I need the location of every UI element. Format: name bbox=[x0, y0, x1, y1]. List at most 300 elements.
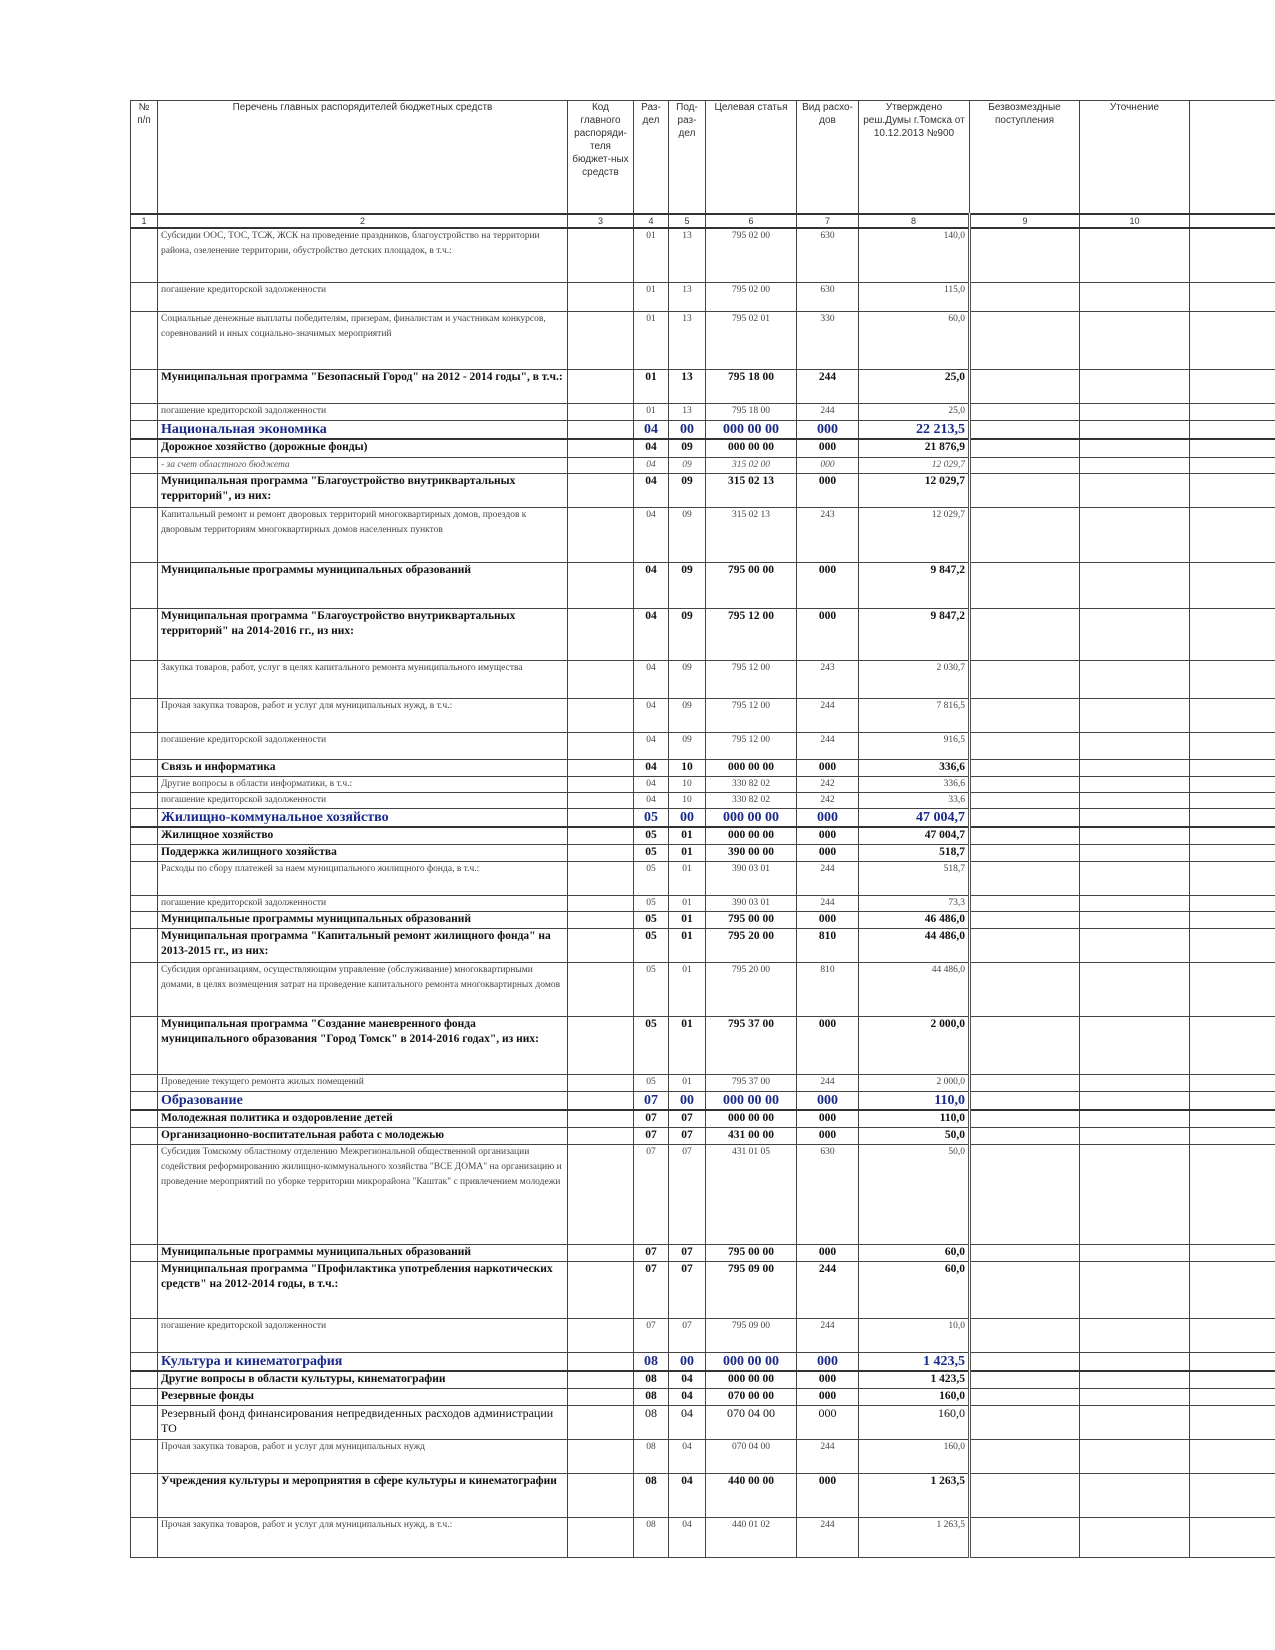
row-name: Субсидии ООС, ТОС, ТСЖ, ЖСК на проведение праздников, благоустройство на территории района, озеленение территории, обустройство детских площадок, в т.ч.: bbox=[158, 228, 568, 282]
row-podrazdel: 01 bbox=[669, 928, 706, 962]
row-celevaya: 795 12 00 bbox=[706, 698, 797, 732]
row-vid: 810 bbox=[797, 928, 859, 962]
row-celevaya: 795 37 00 bbox=[706, 1016, 797, 1074]
row-utochn bbox=[1080, 1371, 1190, 1388]
table-row bbox=[131, 1352, 1275, 1371]
row-podrazdel: 00 bbox=[669, 1352, 706, 1371]
row-code bbox=[568, 844, 634, 861]
row-extra bbox=[1190, 792, 1275, 808]
row-razdel: 05 bbox=[634, 1016, 669, 1074]
row-name: Муниципальные программы муниципальных образований bbox=[158, 911, 568, 928]
row-code bbox=[568, 1439, 634, 1473]
row-extra bbox=[1190, 1352, 1275, 1371]
row-razdel: 08 bbox=[634, 1439, 669, 1473]
row-vid: 244 bbox=[797, 861, 859, 895]
row-podrazdel: 07 bbox=[669, 1261, 706, 1318]
row-extra bbox=[1190, 282, 1275, 311]
row-number-cell bbox=[131, 928, 158, 962]
row-name: Муниципальная программа "Профилактика употребления наркотических средств" на 2012-2014 годы, в т.ч.: bbox=[158, 1261, 568, 1318]
row-podrazdel: 01 bbox=[669, 861, 706, 895]
row-celevaya: 440 01 02 bbox=[706, 1517, 797, 1557]
row-utochn bbox=[1080, 1352, 1190, 1371]
row-bezvozm bbox=[970, 282, 1080, 311]
row-utochn bbox=[1080, 792, 1190, 808]
row-celevaya: 795 12 00 bbox=[706, 608, 797, 660]
row-bezvozm bbox=[970, 1405, 1080, 1439]
row-celevaya: 795 12 00 bbox=[706, 660, 797, 698]
row-number-cell bbox=[131, 1110, 158, 1127]
row-extra bbox=[1190, 1517, 1275, 1557]
row-utochn bbox=[1080, 660, 1190, 698]
row-celevaya: 795 02 00 bbox=[706, 228, 797, 282]
table-row bbox=[131, 228, 1275, 282]
row-number-cell bbox=[131, 228, 158, 282]
table-row bbox=[131, 808, 1275, 827]
row-number-cell bbox=[131, 562, 158, 608]
row-podrazdel: 10 bbox=[669, 759, 706, 776]
row-vid: 630 bbox=[797, 1144, 859, 1244]
row-number-cell bbox=[131, 1388, 158, 1405]
row-number-cell bbox=[131, 1405, 158, 1439]
row-bezvozm bbox=[970, 507, 1080, 562]
row-utochn bbox=[1080, 1405, 1190, 1439]
row-extra bbox=[1190, 1244, 1275, 1261]
row-bezvozm bbox=[970, 1473, 1080, 1517]
row-utochn bbox=[1080, 911, 1190, 928]
row-number-cell bbox=[131, 844, 158, 861]
row-bezvozm bbox=[970, 1091, 1080, 1110]
row-podrazdel: 09 bbox=[669, 608, 706, 660]
row-code bbox=[568, 808, 634, 827]
row-razdel: 05 bbox=[634, 962, 669, 1016]
row-extra bbox=[1190, 1144, 1275, 1244]
row-sum: 115,0 bbox=[859, 282, 970, 311]
row-utochn bbox=[1080, 861, 1190, 895]
row-code bbox=[568, 1261, 634, 1318]
table-row bbox=[131, 732, 1275, 759]
row-utochn bbox=[1080, 928, 1190, 962]
row-utochn bbox=[1080, 369, 1190, 403]
header-podrazdel: Под-раз-дел bbox=[669, 101, 706, 215]
row-vid: 000 bbox=[797, 608, 859, 660]
row-razdel: 08 bbox=[634, 1352, 669, 1371]
row-utochn bbox=[1080, 844, 1190, 861]
row-podrazdel: 07 bbox=[669, 1318, 706, 1352]
table-row bbox=[131, 1517, 1275, 1557]
row-code bbox=[568, 228, 634, 282]
row-name: Другие вопросы в области информатики, в т.ч.: bbox=[158, 776, 568, 792]
row-utochn bbox=[1080, 1144, 1190, 1244]
row-utochn bbox=[1080, 776, 1190, 792]
row-bezvozm bbox=[970, 759, 1080, 776]
row-celevaya: 440 00 00 bbox=[706, 1473, 797, 1517]
row-code bbox=[568, 403, 634, 420]
row-number-cell bbox=[131, 1016, 158, 1074]
row-bezvozm bbox=[970, 1261, 1080, 1318]
row-razdel: 04 bbox=[634, 420, 669, 439]
table-row bbox=[131, 698, 1275, 732]
header-utv: Утверждено реш.Думы г.Томска от 10.12.2013 №900 bbox=[859, 101, 970, 215]
row-sum: 10,0 bbox=[859, 1318, 970, 1352]
row-vid: 000 bbox=[797, 1352, 859, 1371]
row-utochn bbox=[1080, 1091, 1190, 1110]
row-celevaya: 000 00 00 bbox=[706, 420, 797, 439]
row-podrazdel: 13 bbox=[669, 228, 706, 282]
row-razdel: 05 bbox=[634, 844, 669, 861]
row-code bbox=[568, 1352, 634, 1371]
row-sum: 2 030,7 bbox=[859, 660, 970, 698]
row-vid: 000 bbox=[797, 1016, 859, 1074]
row-razdel: 07 bbox=[634, 1244, 669, 1261]
row-utochn bbox=[1080, 1110, 1190, 1127]
row-name: Молодежная политика и оздоровление детей bbox=[158, 1110, 568, 1127]
row-vid: 000 bbox=[797, 1110, 859, 1127]
row-sum: 518,7 bbox=[859, 844, 970, 861]
row-vid: 630 bbox=[797, 228, 859, 282]
row-extra bbox=[1190, 808, 1275, 827]
header-code: Код главного распоряди-теля бюджет-ных средств bbox=[568, 101, 634, 215]
row-vid: 000 bbox=[797, 1244, 859, 1261]
row-extra bbox=[1190, 911, 1275, 928]
row-code bbox=[568, 1405, 634, 1439]
row-utochn bbox=[1080, 732, 1190, 759]
row-celevaya: 000 00 00 bbox=[706, 808, 797, 827]
row-vid: 244 bbox=[797, 1517, 859, 1557]
row-number-cell bbox=[131, 282, 158, 311]
row-celevaya: 795 18 00 bbox=[706, 369, 797, 403]
row-name: погашение кредиторской задолженности bbox=[158, 282, 568, 311]
row-vid: 000 bbox=[797, 1091, 859, 1110]
row-celevaya: 000 00 00 bbox=[706, 827, 797, 844]
row-name: - за счет областного бюджета bbox=[158, 457, 568, 473]
row-sum: 50,0 bbox=[859, 1127, 970, 1144]
row-extra bbox=[1190, 1261, 1275, 1318]
row-razdel: 05 bbox=[634, 1074, 669, 1091]
table-row bbox=[131, 1318, 1275, 1352]
row-code bbox=[568, 420, 634, 439]
table-row bbox=[131, 311, 1275, 369]
row-utochn bbox=[1080, 759, 1190, 776]
row-vid: 000 bbox=[797, 1388, 859, 1405]
row-celevaya: 070 00 00 bbox=[706, 1388, 797, 1405]
row-code bbox=[568, 282, 634, 311]
row-extra bbox=[1190, 1127, 1275, 1144]
row-celevaya: 000 00 00 bbox=[706, 1371, 797, 1388]
col-number: 5 bbox=[669, 214, 706, 228]
row-podrazdel: 01 bbox=[669, 911, 706, 928]
table-row bbox=[131, 1144, 1275, 1244]
row-vid: 244 bbox=[797, 403, 859, 420]
row-podrazdel: 07 bbox=[669, 1110, 706, 1127]
row-vid: 000 bbox=[797, 439, 859, 457]
row-code bbox=[568, 895, 634, 911]
row-name: Организационно-воспитательная работа с молодежью bbox=[158, 1127, 568, 1144]
row-vid: 244 bbox=[797, 1074, 859, 1091]
row-sum: 1 263,5 bbox=[859, 1473, 970, 1517]
row-bezvozm bbox=[970, 827, 1080, 844]
row-number-cell bbox=[131, 1144, 158, 1244]
row-razdel: 01 bbox=[634, 228, 669, 282]
table-row bbox=[131, 759, 1275, 776]
row-sum: 12 029,7 bbox=[859, 457, 970, 473]
row-razdel: 08 bbox=[634, 1371, 669, 1388]
row-sum: 2 000,0 bbox=[859, 1074, 970, 1091]
header-celevaya: Целевая статья bbox=[706, 101, 797, 215]
row-bezvozm bbox=[970, 698, 1080, 732]
row-code bbox=[568, 1318, 634, 1352]
row-celevaya: 390 03 01 bbox=[706, 895, 797, 911]
row-number-cell bbox=[131, 311, 158, 369]
row-name: Резервный фонд финансирования непредвиденных расходов администрации ТО bbox=[158, 1405, 568, 1439]
row-code bbox=[568, 311, 634, 369]
row-razdel: 04 bbox=[634, 759, 669, 776]
row-podrazdel: 00 bbox=[669, 808, 706, 827]
row-extra bbox=[1190, 420, 1275, 439]
row-bezvozm bbox=[970, 660, 1080, 698]
row-number-cell bbox=[131, 420, 158, 439]
row-code bbox=[568, 861, 634, 895]
row-vid: 000 bbox=[797, 911, 859, 928]
row-celevaya: 795 37 00 bbox=[706, 1074, 797, 1091]
row-bezvozm bbox=[970, 403, 1080, 420]
header-vid: Вид расхо-дов bbox=[797, 101, 859, 215]
row-celevaya: 315 02 13 bbox=[706, 473, 797, 507]
row-name: Другие вопросы в области культуры, кинематографии bbox=[158, 1371, 568, 1388]
row-utochn bbox=[1080, 962, 1190, 1016]
row-extra bbox=[1190, 1318, 1275, 1352]
header-razdel: Раз-дел bbox=[634, 101, 669, 215]
row-name: Дорожное хозяйство (дорожные фонды) bbox=[158, 439, 568, 457]
row-celevaya: 795 00 00 bbox=[706, 911, 797, 928]
row-razdel: 05 bbox=[634, 911, 669, 928]
col-number: 6 bbox=[706, 214, 797, 228]
row-bezvozm bbox=[970, 895, 1080, 911]
table-row bbox=[131, 1405, 1275, 1439]
row-number-cell bbox=[131, 911, 158, 928]
row-sum: 50,0 bbox=[859, 1144, 970, 1244]
row-name: Социальные денежные выплаты победителям, призерам, финалистам и участникам конкурсов, соревнований и иных социально-значимых мероприятий bbox=[158, 311, 568, 369]
row-utochn bbox=[1080, 1473, 1190, 1517]
column-number-row bbox=[131, 214, 1275, 228]
row-extra bbox=[1190, 1110, 1275, 1127]
row-vid: 810 bbox=[797, 962, 859, 1016]
row-bezvozm bbox=[970, 1127, 1080, 1144]
row-extra bbox=[1190, 1091, 1275, 1110]
row-utochn bbox=[1080, 1016, 1190, 1074]
row-code bbox=[568, 1110, 634, 1127]
row-celevaya: 795 00 00 bbox=[706, 562, 797, 608]
row-utochn bbox=[1080, 562, 1190, 608]
row-bezvozm bbox=[970, 1016, 1080, 1074]
row-bezvozm bbox=[970, 911, 1080, 928]
table-row bbox=[131, 1016, 1275, 1074]
table-row bbox=[131, 457, 1275, 473]
row-utochn bbox=[1080, 439, 1190, 457]
row-podrazdel: 09 bbox=[669, 457, 706, 473]
row-celevaya: 000 00 00 bbox=[706, 439, 797, 457]
row-utochn bbox=[1080, 420, 1190, 439]
row-utochn bbox=[1080, 808, 1190, 827]
col-number: 4 bbox=[634, 214, 669, 228]
row-celevaya: 795 12 00 bbox=[706, 732, 797, 759]
row-podrazdel: 09 bbox=[669, 473, 706, 507]
header-name: Перечень главных распорядителей бюджетных средств bbox=[158, 101, 568, 215]
row-number-cell bbox=[131, 507, 158, 562]
row-razdel: 04 bbox=[634, 660, 669, 698]
row-vid: 000 bbox=[797, 1127, 859, 1144]
row-celevaya: 000 00 00 bbox=[706, 1091, 797, 1110]
row-vid: 630 bbox=[797, 282, 859, 311]
row-podrazdel: 04 bbox=[669, 1439, 706, 1473]
row-vid: 000 bbox=[797, 759, 859, 776]
header-utochn: Уточнение bbox=[1080, 101, 1190, 215]
row-bezvozm bbox=[970, 608, 1080, 660]
row-utochn bbox=[1080, 403, 1190, 420]
row-utochn bbox=[1080, 698, 1190, 732]
row-number-cell bbox=[131, 1439, 158, 1473]
row-name: погашение кредиторской задолженности bbox=[158, 1318, 568, 1352]
row-celevaya: 330 82 02 bbox=[706, 792, 797, 808]
row-vid: 242 bbox=[797, 792, 859, 808]
row-celevaya: 431 00 00 bbox=[706, 1127, 797, 1144]
table-row bbox=[131, 962, 1275, 1016]
row-sum: 9 847,2 bbox=[859, 608, 970, 660]
row-name: Прочая закупка товаров, работ и услуг для муниципальных нужд, в т.ч.: bbox=[158, 1517, 568, 1557]
row-extra bbox=[1190, 608, 1275, 660]
row-bezvozm bbox=[970, 457, 1080, 473]
row-code bbox=[568, 660, 634, 698]
row-utochn bbox=[1080, 282, 1190, 311]
header-extra bbox=[1190, 101, 1275, 215]
row-name: Поддержка жилищного хозяйства bbox=[158, 844, 568, 861]
row-vid: 000 bbox=[797, 1371, 859, 1388]
row-name: Учреждения культуры и мероприятия в сфере культуры и кинематографии bbox=[158, 1473, 568, 1517]
row-podrazdel: 09 bbox=[669, 698, 706, 732]
row-sum: 7 816,5 bbox=[859, 698, 970, 732]
row-bezvozm bbox=[970, 439, 1080, 457]
col-number: 3 bbox=[568, 214, 634, 228]
row-razdel: 04 bbox=[634, 732, 669, 759]
row-bezvozm bbox=[970, 369, 1080, 403]
row-podrazdel: 00 bbox=[669, 1091, 706, 1110]
row-razdel: 08 bbox=[634, 1405, 669, 1439]
row-bezvozm bbox=[970, 792, 1080, 808]
row-number-cell bbox=[131, 895, 158, 911]
table-row bbox=[131, 660, 1275, 698]
row-razdel: 07 bbox=[634, 1110, 669, 1127]
row-podrazdel: 01 bbox=[669, 827, 706, 844]
row-sum: 336,6 bbox=[859, 759, 970, 776]
row-celevaya: 795 00 00 bbox=[706, 1244, 797, 1261]
row-name: Национальная экономика bbox=[158, 420, 568, 439]
row-vid: 244 bbox=[797, 895, 859, 911]
row-utochn bbox=[1080, 1439, 1190, 1473]
row-vid: 000 bbox=[797, 420, 859, 439]
row-sum: 140,0 bbox=[859, 228, 970, 282]
col-number: 9 bbox=[970, 214, 1080, 228]
table-row bbox=[131, 369, 1275, 403]
row-name: Расходы по сбору платежей за наем муниципального жилищного фонда, в т.ч.: bbox=[158, 861, 568, 895]
row-razdel: 07 bbox=[634, 1261, 669, 1318]
col-number: 8 bbox=[859, 214, 970, 228]
row-number-cell bbox=[131, 792, 158, 808]
row-utochn bbox=[1080, 311, 1190, 369]
table-row bbox=[131, 1110, 1275, 1127]
row-code bbox=[568, 827, 634, 844]
row-podrazdel: 09 bbox=[669, 562, 706, 608]
row-celevaya: 070 04 00 bbox=[706, 1439, 797, 1473]
row-sum: 46 486,0 bbox=[859, 911, 970, 928]
row-bezvozm bbox=[970, 1244, 1080, 1261]
budget-table bbox=[130, 100, 1275, 1558]
row-sum: 60,0 bbox=[859, 1261, 970, 1318]
row-name: Прочая закупка товаров, работ и услуг для муниципальных нужд, в т.ч.: bbox=[158, 698, 568, 732]
row-razdel: 07 bbox=[634, 1091, 669, 1110]
row-celevaya: 000 00 00 bbox=[706, 1110, 797, 1127]
row-vid: 000 bbox=[797, 808, 859, 827]
row-code bbox=[568, 1517, 634, 1557]
col-number: 1 bbox=[131, 214, 158, 228]
row-code bbox=[568, 1144, 634, 1244]
row-sum: 12 029,7 bbox=[859, 473, 970, 507]
row-utochn bbox=[1080, 895, 1190, 911]
row-razdel: 01 bbox=[634, 369, 669, 403]
row-sum: 110,0 bbox=[859, 1091, 970, 1110]
row-razdel: 05 bbox=[634, 928, 669, 962]
row-name: Муниципальная программа "Капитальный ремонт жилищного фонда" на 2013-2015 гг., из них: bbox=[158, 928, 568, 962]
row-name: Прочая закупка товаров, работ и услуг для муниципальных нужд bbox=[158, 1439, 568, 1473]
row-podrazdel: 01 bbox=[669, 844, 706, 861]
col-number: 10 bbox=[1080, 214, 1190, 228]
row-podrazdel: 07 bbox=[669, 1127, 706, 1144]
row-podrazdel: 04 bbox=[669, 1388, 706, 1405]
row-sum: 1 423,5 bbox=[859, 1352, 970, 1371]
row-code bbox=[568, 1388, 634, 1405]
row-sum: 12 029,7 bbox=[859, 507, 970, 562]
row-podrazdel: 13 bbox=[669, 311, 706, 369]
row-extra bbox=[1190, 776, 1275, 792]
row-code bbox=[568, 928, 634, 962]
row-sum: 336,6 bbox=[859, 776, 970, 792]
row-sum: 2 000,0 bbox=[859, 1016, 970, 1074]
row-razdel: 04 bbox=[634, 473, 669, 507]
row-extra bbox=[1190, 1371, 1275, 1388]
row-podrazdel: 04 bbox=[669, 1517, 706, 1557]
row-podrazdel: 07 bbox=[669, 1144, 706, 1244]
row-code bbox=[568, 457, 634, 473]
row-sum: 1 423,5 bbox=[859, 1371, 970, 1388]
row-razdel: 01 bbox=[634, 282, 669, 311]
row-bezvozm bbox=[970, 228, 1080, 282]
row-extra bbox=[1190, 861, 1275, 895]
row-podrazdel: 09 bbox=[669, 660, 706, 698]
row-razdel: 04 bbox=[634, 698, 669, 732]
row-razdel: 05 bbox=[634, 827, 669, 844]
row-razdel: 01 bbox=[634, 311, 669, 369]
row-name: Жилищно-коммунальное хозяйство bbox=[158, 808, 568, 827]
row-vid: 000 bbox=[797, 1473, 859, 1517]
row-number-cell bbox=[131, 439, 158, 457]
row-bezvozm bbox=[970, 473, 1080, 507]
row-celevaya: 330 82 02 bbox=[706, 776, 797, 792]
table-row bbox=[131, 844, 1275, 861]
row-podrazdel: 13 bbox=[669, 403, 706, 420]
row-utochn bbox=[1080, 228, 1190, 282]
row-utochn bbox=[1080, 1517, 1190, 1557]
row-utochn bbox=[1080, 827, 1190, 844]
row-podrazdel: 01 bbox=[669, 895, 706, 911]
row-razdel: 05 bbox=[634, 895, 669, 911]
